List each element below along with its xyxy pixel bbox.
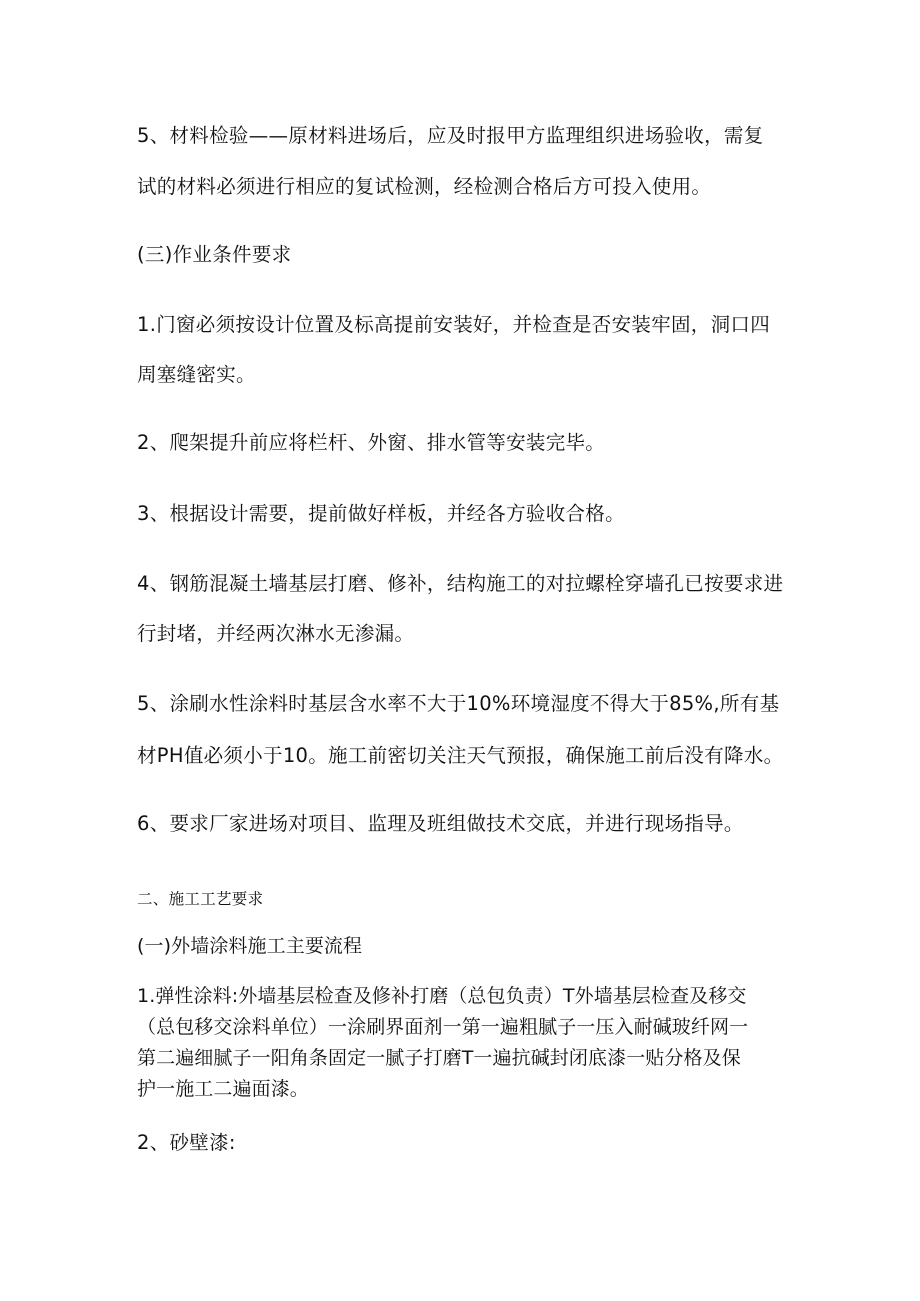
text-line: 第二遍细腻子一阳角条固定一腻子打磨T一遍抗碱封闭底漆一贴分格及保 xyxy=(137,1047,741,1069)
text-line: 5、涂刷水性涂料时基层含水率不大于10%环境湿度不得大于85%,所有基 xyxy=(137,692,780,715)
text-line: 周塞缝密实。 xyxy=(137,363,256,386)
text-line: 4、钢筋混凝土墙基层打磨、修补，结构施工的对拉螺栓穿墙孔已按要求进 xyxy=(137,572,784,595)
section-heading: (一)外墙涂料施工主要流程 xyxy=(137,935,363,957)
text-line: 试的材料必须进行相应的复试检测，经检测合格后方可投入使用。 xyxy=(137,175,712,198)
text-line: 行封堵，并经两次淋水无渗漏。 xyxy=(137,622,415,645)
text-line: 材PH值必须小于10。施工前密切关注天气预报，确保施工前后没有降水。 xyxy=(137,744,784,767)
text-line: （总包移交涂料单位）一涂刷界面剂一第一遍粗腻子一压入耐碱玻纤网一 xyxy=(137,1016,749,1038)
text-line: 护一施工二遍面漆。 xyxy=(137,1078,309,1100)
text-line: 5、材料检验——原材料进场后，应及时报甲方监理组织进场验收，需复 xyxy=(137,124,764,147)
text-line: 1.弹性涂料:外墙基层检查及修补打磨（总包负责）T外墙基层检查及移交 xyxy=(137,985,747,1007)
section-heading: (三)作业条件要求 xyxy=(137,243,292,266)
text-line: 1.门窗必须按设计位置及标高提前安装好，并检查是否安装牢固，洞口四 xyxy=(137,313,771,336)
text-line: 2、爬架提升前应将栏杆、外窗、排水管等安装完毕。 xyxy=(137,431,606,454)
text-line: 3、根据设计需要，提前做好样板，并经各方验收合格。 xyxy=(137,502,625,525)
text-line: 2、砂壁漆: xyxy=(137,1131,236,1154)
section-heading: 二、施工工艺要求 xyxy=(137,890,264,908)
text-line: 6、要求厂家进场对项目、监理及班组做技术交底，并进行现场指导。 xyxy=(137,812,744,835)
